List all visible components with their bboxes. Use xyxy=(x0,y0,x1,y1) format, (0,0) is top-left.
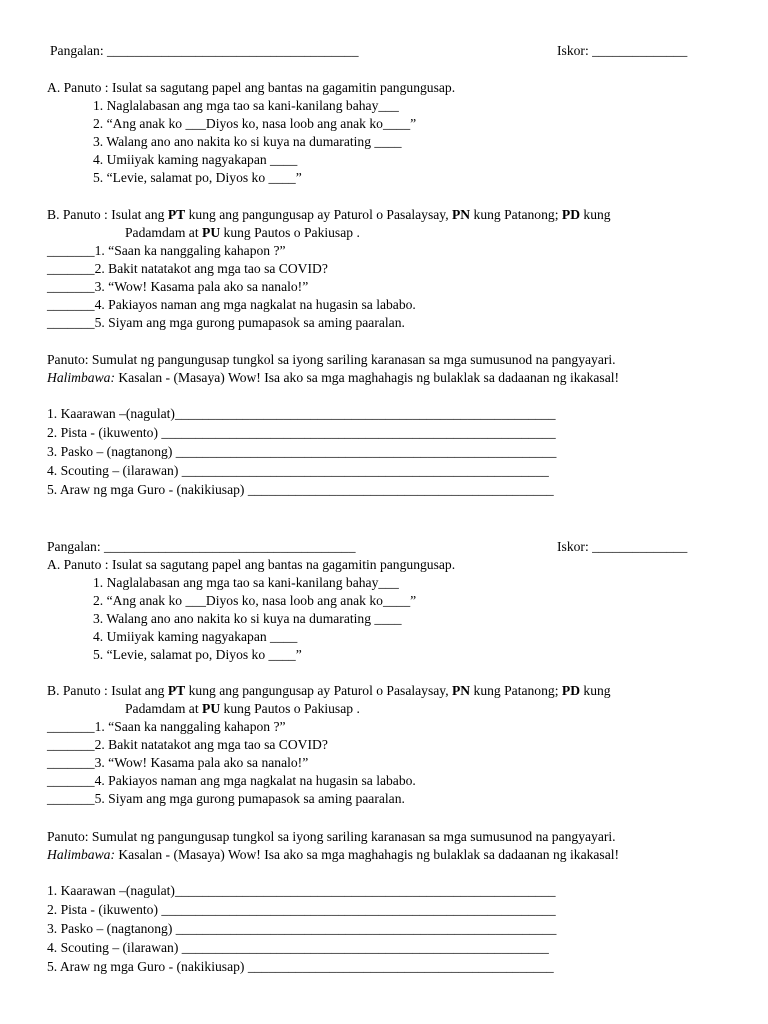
section-a-instruction: A. Panuto : Isulat sa sagutang papel ang bantas na gagamitin pangungusap. xyxy=(47,80,456,95)
section-c-item[interactable]: 3. Pasko – (nagtanong) ________________________________________________________ xyxy=(47,921,557,936)
section-a-instruction: A. Panuto : Isulat sa sagutang papel ang bantas na gagamitin pangungusap. xyxy=(47,557,456,572)
code-pn: PN xyxy=(452,207,471,222)
code-pu: PU xyxy=(202,701,221,716)
section-c-item[interactable]: 5. Araw ng mga Guro - (nakikiusap) _____________________________________________ xyxy=(47,959,554,974)
section-c-item[interactable]: 5. Araw ng mga Guro - (nakikiusap) _____________________________________________ xyxy=(47,482,554,497)
section-b-item[interactable]: _______4. Pakiayos naman ang mga nagkalat na hugasin sa lababo. xyxy=(47,773,416,788)
section-a-item: 5. “Levie, salamat po, Diyos ko ____” xyxy=(93,647,302,662)
section-c-instruction: Panuto: Sumulat ng pangungusap tungkol sa iyong sariling karanasan sa mga sumusunod na pangyayari. xyxy=(47,829,616,844)
section-b-item[interactable]: _______3. “Wow! Kasama pala ako sa nanalo!” xyxy=(47,755,309,770)
example-label: Halimbawa: xyxy=(47,847,115,862)
section-c-item[interactable]: 2. Pista - (ikuwento) __________________________________________________________ xyxy=(47,425,556,440)
section-b-instruction: B. Panuto : Isulat ang PT kung ang pangungusap ay Paturol o Pasalaysay, PN kung Patanong; PD kung xyxy=(47,207,611,222)
section-b-instruction-cont: Padamdam at PU kung Pautos o Pakiusap . xyxy=(125,225,360,240)
section-a-item: 4. Umiiyak kaming nagyakapan ____ xyxy=(93,152,298,167)
code-pt: PT xyxy=(167,207,186,222)
section-b-item[interactable]: _______5. Siyam ang mga gurong pumapasok sa aming paaralan. xyxy=(47,791,405,806)
code-pn: PN xyxy=(452,683,471,698)
section-a-item: 3. Walang ano ano nakita ko si kuya na dumarating ____ xyxy=(93,134,402,149)
section-c-item[interactable]: 2. Pista - (ikuwento) __________________________________________________________ xyxy=(47,902,556,917)
example-label: Halimbawa: xyxy=(47,370,115,385)
section-c-example: Halimbawa: Kasalan - (Masaya) Wow! Isa ako sa mga maghahagis ng bulaklak sa dadaanan ng ikakasal! xyxy=(47,847,620,862)
section-a-item: 2. “Ang anak ko ___Diyos ko, nasa loob ang anak ko____” xyxy=(93,593,417,608)
section-c-item[interactable]: 4. Scouting – (ilarawan) ______________________________________________________ xyxy=(47,463,549,478)
section-a-item: 5. “Levie, salamat po, Diyos ko ____” xyxy=(93,170,302,185)
name-field[interactable]: Pangalan: _____________________________________ xyxy=(50,43,359,58)
section-c-item[interactable]: 1. Kaarawan –(nagulat)________________________________________________________ xyxy=(47,406,556,421)
code-pd: PD xyxy=(561,683,581,698)
code-pt: PT xyxy=(167,683,186,698)
section-b-item[interactable]: _______1. “Saan ka nanggaling kahapon ?” xyxy=(47,243,286,258)
score-field[interactable]: Iskor: ______________ xyxy=(557,43,688,58)
name-field[interactable]: Pangalan: _____________________________________ xyxy=(47,539,356,554)
section-a-item: 3. Walang ano ano nakita ko si kuya na dumarating ____ xyxy=(93,611,402,626)
section-c-example: Halimbawa: Kasalan - (Masaya) Wow! Isa ako sa mga maghahagis ng bulaklak sa dadaanan ng ikakasal! xyxy=(47,370,620,385)
section-b-instruction-cont: Padamdam at PU kung Pautos o Pakiusap . xyxy=(125,701,360,716)
section-a-item: 1. Naglalabasan ang mga tao sa kani-kanilang bahay___ xyxy=(93,575,399,590)
section-b-item[interactable]: _______1. “Saan ka nanggaling kahapon ?” xyxy=(47,719,286,734)
section-c-item[interactable]: 1. Kaarawan –(nagulat)________________________________________________________ xyxy=(47,883,556,898)
section-c-item[interactable]: 3. Pasko – (nagtanong) ________________________________________________________ xyxy=(47,444,557,459)
section-b-item[interactable]: _______2. Bakit natatakot ang mga tao sa COVID? xyxy=(47,737,328,752)
section-c-item[interactable]: 4. Scouting – (ilarawan) ______________________________________________________ xyxy=(47,940,549,955)
section-b-item[interactable]: _______4. Pakiayos naman ang mga nagkalat na hugasin sa lababo. xyxy=(47,297,416,312)
section-b-item[interactable]: _______2. Bakit natatakot ang mga tao sa COVID? xyxy=(47,261,328,276)
code-pu: PU xyxy=(202,225,221,240)
section-a-item: 4. Umiiyak kaming nagyakapan ____ xyxy=(93,629,298,644)
section-b-item[interactable]: _______5. Siyam ang mga gurong pumapasok sa aming paaralan. xyxy=(47,315,405,330)
section-a-item: 2. “Ang anak ko ___Diyos ko, nasa loob ang anak ko____” xyxy=(93,116,417,131)
code-pd: PD xyxy=(561,207,581,222)
section-a-item: 1. Naglalabasan ang mga tao sa kani-kanilang bahay___ xyxy=(93,98,399,113)
section-b-item[interactable]: _______3. “Wow! Kasama pala ako sa nanalo!” xyxy=(47,279,309,294)
section-b-instruction: B. Panuto : Isulat ang PT kung ang pangungusap ay Paturol o Pasalaysay, PN kung Patanong; PD kung xyxy=(47,683,611,698)
section-c-instruction: Panuto: Sumulat ng pangungusap tungkol sa iyong sariling karanasan sa mga sumusunod na pangyayari. xyxy=(47,352,616,367)
score-field[interactable]: Iskor: ______________ xyxy=(557,539,688,554)
